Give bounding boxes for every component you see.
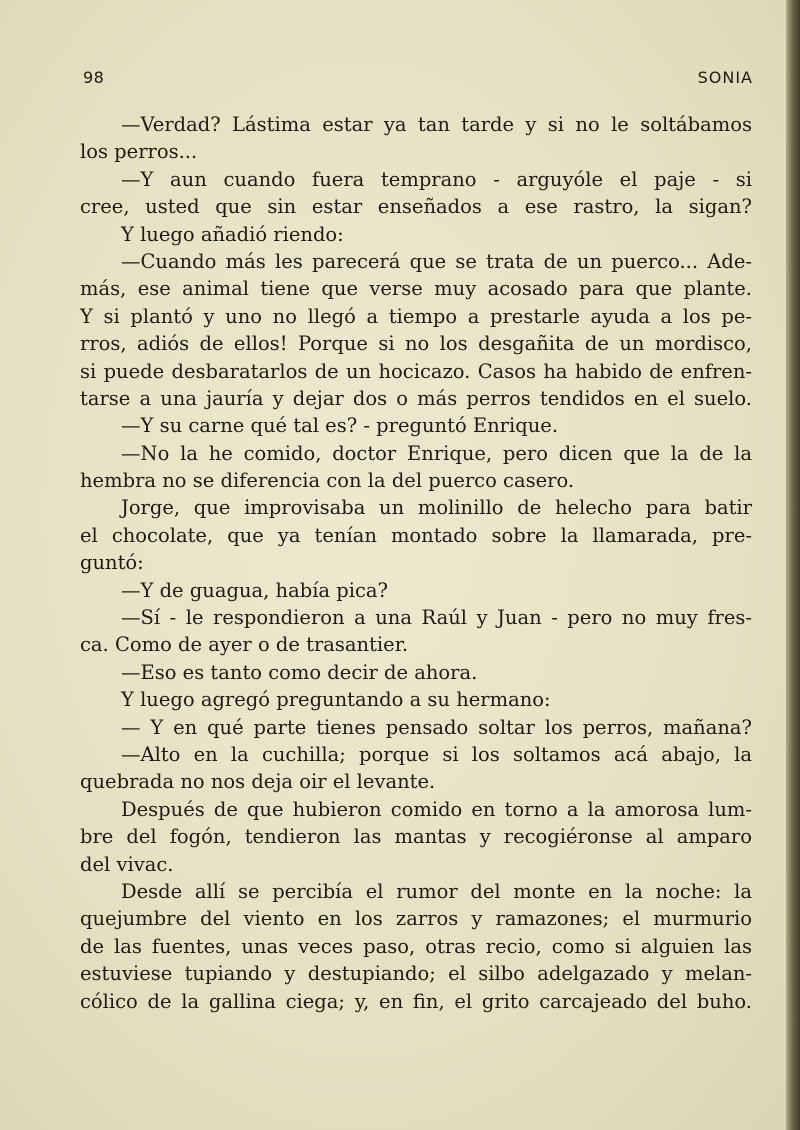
text-line: cree, usted que sin estar enseñados a ese rastro, la sigan? [80,195,752,219]
text-line: quejumbre del viento en los zarros y ramazones; el murmurio [80,907,752,931]
page-header [83,68,753,94]
text-line: Y luego añadió riendo: [121,222,344,246]
text-line: Después de que hubieron comido en torno a la amorosa lum- [121,797,752,821]
text-line: del vivac. [80,852,174,876]
text-line: ca. Como de ayer o de trasantier. [80,633,409,657]
text-line: —Sí - le respondieron a una Raúl y Juan - pero no muy fres- [121,606,752,630]
text-line: Y luego agregó preguntando a su hermano: [121,688,551,712]
text-line: bre del fogón, tendieron las mantas y recogiéronse al amparo [80,825,752,849]
text-line: —Eso es tanto como decir de ahora. [121,660,478,684]
text-line: guntó: [80,551,144,575]
text-line: —Y aun cuando fuera temprano - arguyóle el paje - si [121,167,752,191]
text-line: Y si plantó y uno no llegó a tiempo a prestarle ayuda a los pe- [80,304,752,328]
text-line: hembra no se diferencia con la del puerco casero. [80,469,575,493]
running-title: SONIA [697,68,753,87]
text-line: rros, adiós de ellos! Porque si no los desgañita de un mordisco, [80,332,752,356]
text-line: —Alto en la cuchilla; porque si los soltamos acá abajo, la [121,742,752,766]
body-text [80,111,752,1015]
page-number: 98 [83,68,105,87]
text-line: si puede desbaratarlos de un hocicazo. Casos ha habido de enfren- [80,359,752,383]
text-line: de las fuentes, unas veces paso, otras recio, como si alguien las [80,934,752,958]
text-line: quebrada no nos deja oir el levante. [80,770,436,794]
text-line: Jorge, que improvisaba un molinillo de helecho para batir [121,496,752,520]
text-line: cólico de la gallina ciega; y, en fin, el grito carcajeado del buho. [80,989,752,1013]
text-line: Desde allí se percibía el rumor del monte en la noche: la [121,879,752,903]
text-line: el chocolate, que ya tenían montado sobre la llamarada, pre- [80,523,752,547]
text-line: estuviese tupiando y destupiando; el silbo adelgazado y melan- [80,962,752,986]
text-line: tarse a una jauría y dejar dos o más perros tendidos en el suelo. [80,386,752,410]
text-line: — Y en qué parte tienes pensado soltar los perros, mañana? [121,715,752,739]
text-line: —Y de guagua, había pica? [121,578,388,602]
text-line: —Verdad? Lástima estar ya tan tarde y si no le soltábamos [121,113,752,136]
text-line: —No la he comido, doctor Enrique, pero dicen que la de la [121,441,752,465]
text-line: —Cuando más les parecerá que se trata de un puerco... Ade- [121,249,752,273]
text-line: los perros... [80,140,198,164]
text-line: —Y su carne qué tal es? - preguntó Enrique. [121,414,559,438]
text-line: más, ese animal tiene que verse muy acosado para que plante. [80,277,752,301]
page-edge-shadow [786,0,800,1130]
